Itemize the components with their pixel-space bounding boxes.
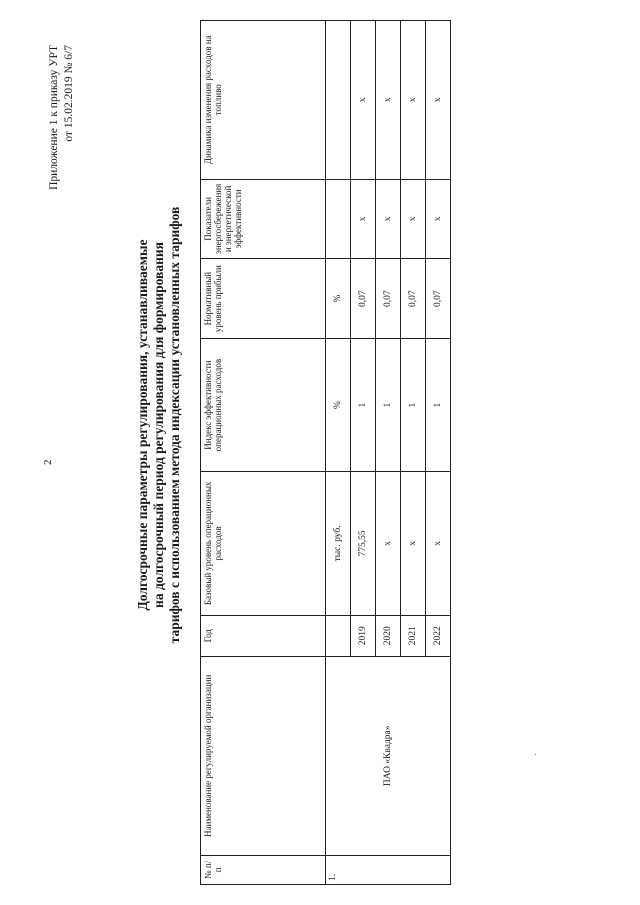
cell-index: 1 — [376, 339, 401, 472]
table-header-row — [201, 21, 326, 885]
cell-year: 2022 — [426, 615, 451, 656]
cell-year: 2019 — [351, 615, 376, 656]
cell-profit: 0,07 — [351, 259, 376, 339]
cell-base: x — [401, 472, 426, 615]
header-profit-level: Нормативный уровень прибыли — [201, 259, 326, 339]
document-title — [135, 145, 183, 705]
units-profit: % — [326, 259, 351, 339]
header-base-opex: Базовый уровень операционных расходов — [201, 472, 326, 615]
cell-profit: 0,07 — [376, 259, 401, 339]
cell-base: 775,55 — [351, 472, 376, 615]
parameters-table — [200, 20, 451, 885]
row-number-cell — [326, 855, 451, 884]
cell-year: 2020 — [376, 615, 401, 656]
header-efficiency-index: Индекс эффективности операционных расходов — [201, 339, 326, 472]
title-line-3: тарифов с использованием метода индексации установленных тарифов — [167, 206, 182, 644]
cell-index: 1 — [426, 339, 451, 472]
header-energy-saving: Показатели энергосбережения и энергетической эффективности — [201, 179, 326, 259]
cell-energy: x — [426, 179, 451, 259]
cell-base: x — [376, 472, 401, 615]
row-number: 1. — [328, 873, 338, 881]
title-line-1: Долгосрочные параметры регулирования, устанавливаемые — [135, 239, 150, 611]
units-base: тыс. руб. — [326, 472, 351, 615]
cell-index: 1 — [351, 339, 376, 472]
title-line-2: на долгосрочный период регулирования для формирования — [151, 242, 166, 608]
appendix-note — [47, 45, 77, 195]
units-row — [326, 21, 351, 885]
organization-cell: ПАО «Квадра» — [326, 656, 451, 855]
units-index: % — [326, 339, 351, 472]
scan-speck — [535, 754, 536, 755]
cell-energy: x — [376, 179, 401, 259]
cell-energy: x — [401, 179, 426, 259]
units-fuel-cell — [326, 21, 351, 180]
appendix-line-1: Приложение 1 к приказу УРТ — [48, 45, 60, 190]
header-organization: Наименование регулируемой организации — [201, 656, 326, 855]
cell-fuel: x — [351, 21, 376, 180]
page-number: 2 — [42, 459, 54, 465]
appendix-line-2: от 15.02.2019 № 6/7 — [63, 45, 75, 142]
units-energy-cell — [326, 179, 351, 259]
cell-base: x — [426, 472, 451, 615]
header-fuel-dynamics: Динамика изменения расходов на топливо — [201, 21, 326, 180]
cell-fuel: x — [426, 21, 451, 180]
cell-profit: 0,07 — [401, 259, 426, 339]
cell-fuel: x — [401, 21, 426, 180]
cell-index: 1 — [401, 339, 426, 472]
cell-year: 2021 — [401, 615, 426, 656]
cell-energy: x — [351, 179, 376, 259]
units-year-cell — [326, 615, 351, 656]
cell-profit: 0,07 — [426, 259, 451, 339]
header-year: Год — [201, 615, 326, 656]
cell-fuel: x — [376, 21, 401, 180]
header-num: № п/ п — [201, 855, 326, 884]
